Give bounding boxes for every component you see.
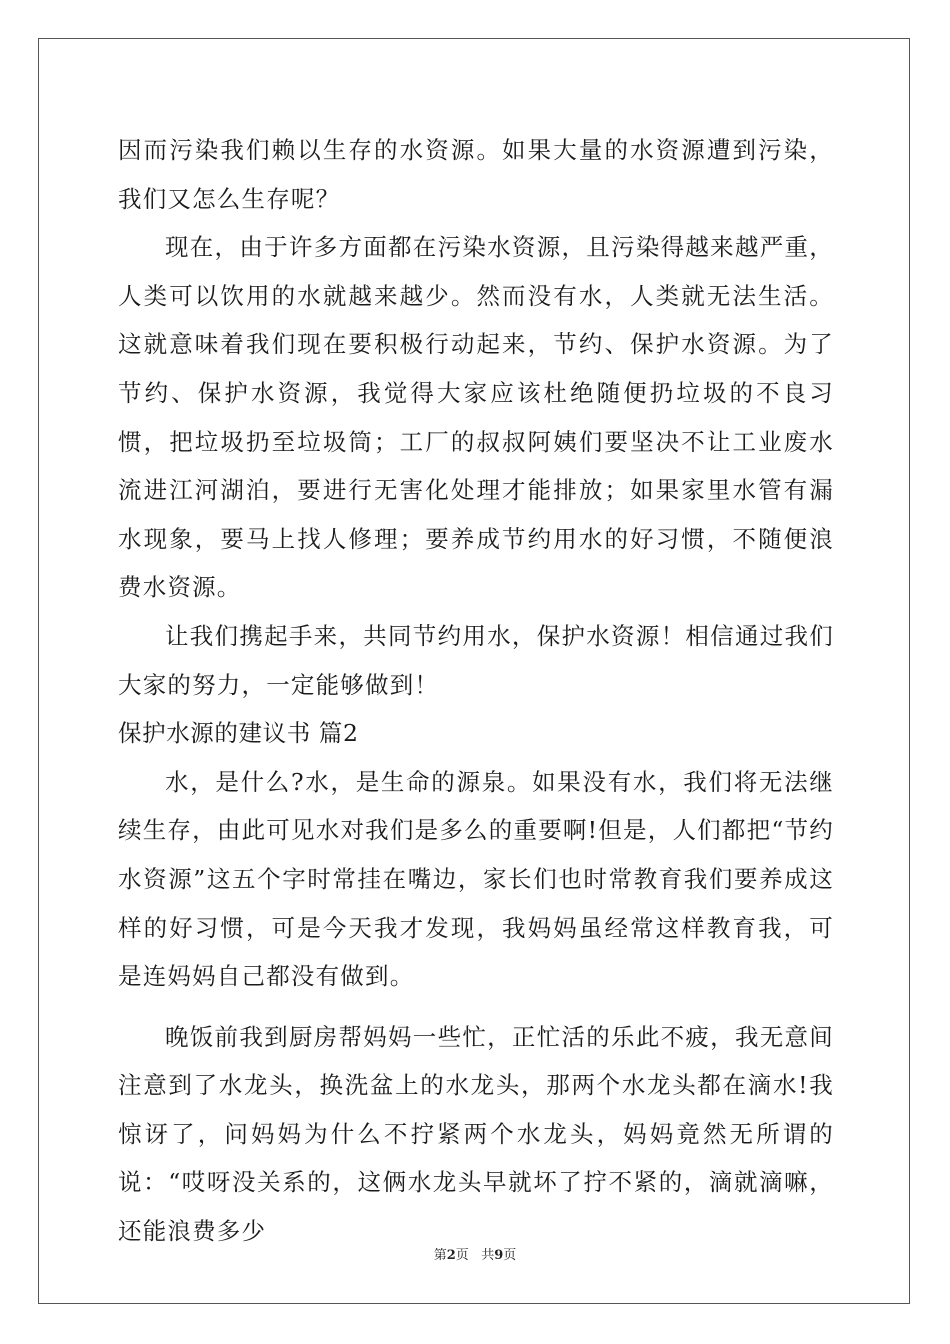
total-prefix: 共 bbox=[481, 1248, 495, 1263]
document-body bbox=[118, 126, 834, 1256]
total-pages: 9 bbox=[494, 1248, 504, 1263]
paragraph: 现在，由于许多方面都在污染水资源，且污染得越来越严重，人类可以饮用的水就越来越少。然而没有水，人类就无法生活。这就意味着我们现在要积极行动起来，节约、保护水资源。为了节约、保护水资源，我觉得大家应该杜绝随便扔垃圾的不良习惯，把垃圾扔至垃圾筒；工厂的叔叔阿姨们要坚决不让工业废水流进江河湖泊，要进行无害化处理才能排放；如果家里水管有漏水现象，要马上找人修理；要养成节约用水的好习惯，不随便浪费水资源。 bbox=[118, 233, 834, 602]
total-suffix: 页 bbox=[503, 1248, 517, 1263]
page-footer bbox=[0, 1244, 950, 1263]
section-heading: 保护水源的建议书 篇2 bbox=[118, 719, 359, 748]
paragraph: 让我们携起手来，共同节约用水，保护水资源！相信通过我们大家的努力，一定能够做到！ bbox=[118, 621, 834, 699]
paragraph: 晚饭前我到厨房帮妈妈一些忙，正忙活的乐此不疲，我无意间注意到了水龙头，换洗盆上的水龙头，那两个水龙头都在滴水!我惊讶了，问妈妈为什么不拧紧两个水龙头，妈妈竟然无所谓的说：“哎呀没关系的，这俩水龙头早就坏了拧不紧的，滴就滴嘛，还能浪费多少 bbox=[118, 1022, 834, 1246]
paragraph: 水，是什么?水，是生命的源泉。如果没有水，我们将无法继续生存，由此可见水对我们是多么的重要啊!但是，人们都把“节约水资源”这五个字时常挂在嘴边，家长们也时常教育我们要养成这样的好习惯，可是今天我才发现，我妈妈虽经常这样教育我，可是连妈妈自己都没有做到。 bbox=[118, 767, 834, 991]
page-suffix: 页 bbox=[455, 1248, 469, 1263]
paragraph-continuation: 因而污染我们赖以生存的水资源。如果大量的水资源遭到污染，我们又怎么生存呢？ bbox=[118, 136, 834, 213]
page-prefix: 第 bbox=[433, 1248, 447, 1263]
page-number: 2 bbox=[446, 1248, 456, 1263]
